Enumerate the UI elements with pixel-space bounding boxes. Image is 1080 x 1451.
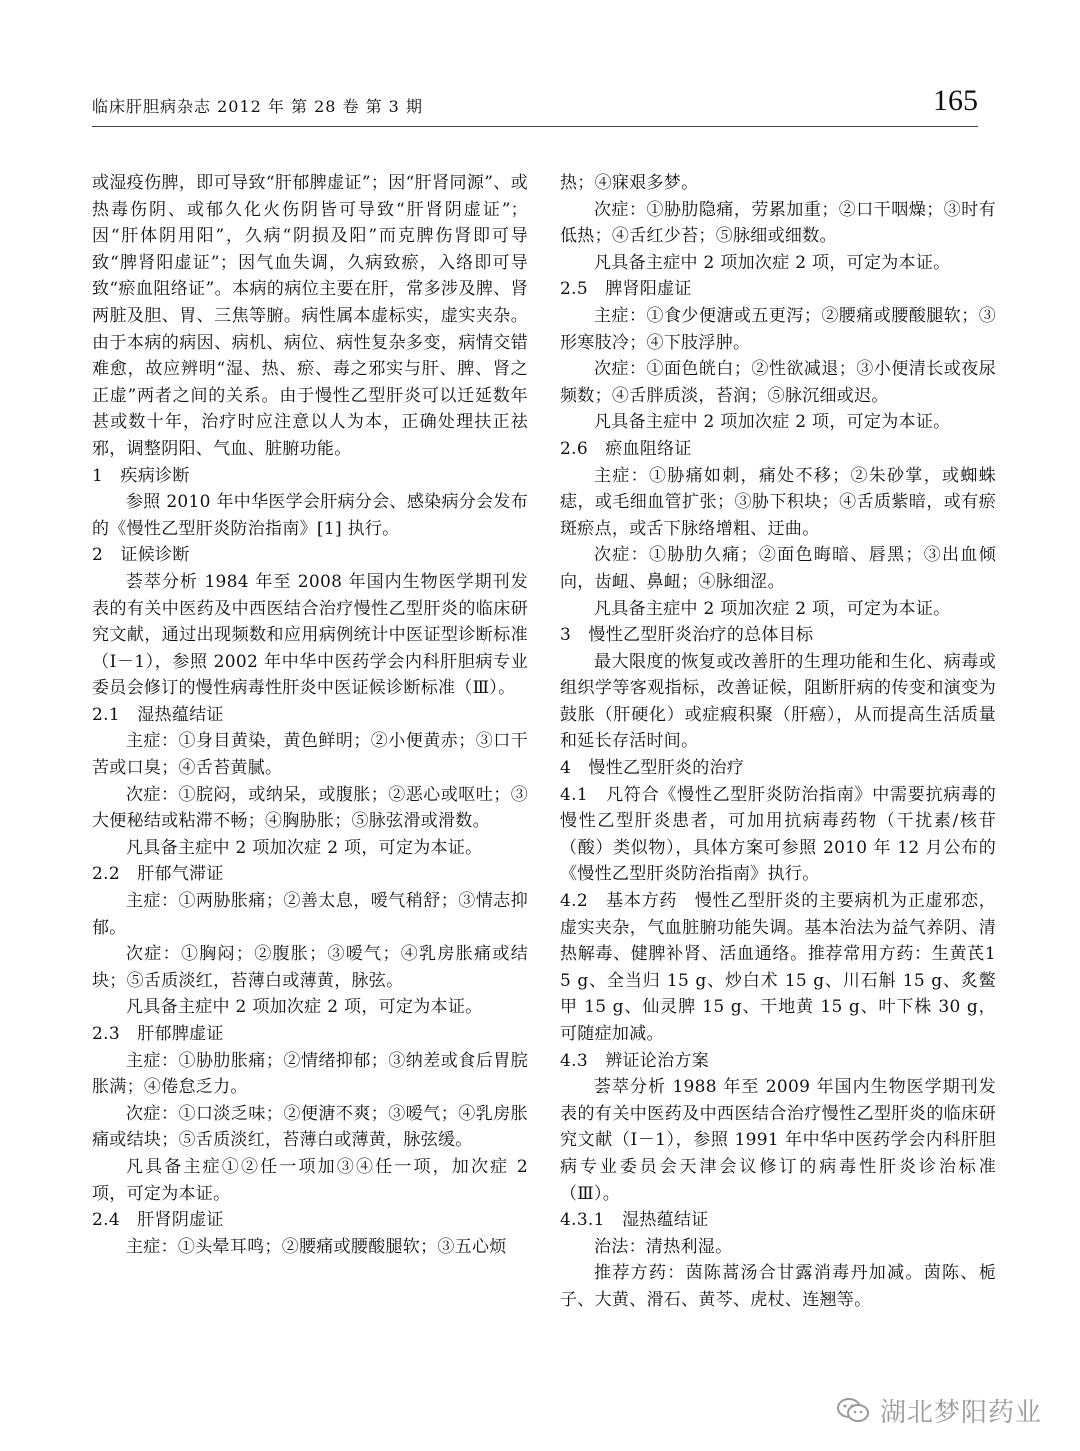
paragraph: 次症：①胸闷；②腹胀；③嗳气；④乳房胀痛或结块；⑤舌质淡红，苔薄白或薄黄，脉弦。	[92, 944, 528, 991]
section-heading: 4 慢性乙型肝炎的治疗	[560, 758, 745, 779]
paragraph: 主症：①胁痛如刺，痛处不移；②朱砂掌，或蜘蛛痣，或毛细血管扩张；③胁下积块；④舌质紫暗，或有瘀斑瘀点，或舌下脉络增粗、迂曲。	[560, 465, 996, 539]
paragraph: 主症：①头晕耳鸣；②腰痛或腰酸腿软；③五心烦	[126, 1236, 507, 1257]
section-heading: 4.3 辨证论治方案	[560, 1050, 710, 1071]
section-heading: 2 证候诊断	[92, 545, 190, 566]
paragraph: 主症：①胁肋胀痛；②情绪抑郁；③纳差或食后胃脘胀满；④倦怠乏力。	[92, 1050, 528, 1098]
paragraph: 4.2 基本方药 慢性乙型肝炎的主要病机为正虚邪恋，虚实夹杂，气血脏腑功能失调。基本治法为益气养阴、清热解毒、健脾补肾、活血通络。推荐常用方药：生黄芪15 g、全当归 15 g、炒白术 15 g、川石斛 15 g、炙鳖甲 15 g、仙灵脾 15 g、干地黄 15 g、叶下株 30 g，可随症加减。	[560, 891, 996, 1044]
paragraph: 主症：①食少便溏或五更泻；②腰痛或腰酸腿软；③形寒肢冷；④下肢浮肿。	[560, 305, 996, 353]
page-number: 165	[933, 84, 978, 117]
paragraph: 次症：①胁肋隐痛，劳累加重；②口干咽燥；③时有低热；④舌红少苔；⑤脉细或细数。	[560, 199, 996, 247]
watermark	[836, 1393, 1042, 1427]
running-header	[92, 84, 978, 130]
paragraph: 凡具备主症①②任一项加③④任一项，加次症 2 项，可定为本证。	[92, 1156, 528, 1204]
journal-title: 临床肝胆病杂志 2012 年 第 28 卷 第 3 期	[92, 97, 423, 116]
paragraph: 4.1 凡符合《慢性乙型肝炎防治指南》中需要抗病毒的慢性乙型肝炎患者，可加用抗病毒药物（干扰素/核苷（酸）类似物），具体方案可参照 2010 年 12 月公布的《慢性乙型肝炎防治指南》执行。	[560, 784, 996, 885]
paragraph: 次症：①面色㿠白；②性欲减退；③小便清长或夜尿频数；④舌胖质淡，苔润；⑤脉沉细或迟。	[560, 359, 996, 406]
paragraph: 次症：①胁肋久痛；②面色晦暗、唇黑；③出血倾向，齿衄、鼻衄；④脉细涩。	[560, 545, 996, 592]
paragraph: 治法：清热利湿。	[594, 1236, 733, 1257]
paragraph: 凡具备主症中 2 项加次症 2 项，可定为本证。	[126, 997, 483, 1018]
paragraph: 最大限度的恢复或改善肝的生理功能和生化、病毒或组织学等客观指标，改善证候，阻断肝病的传变和演变为鼓胀（肝硬化）或症瘕积聚（肝癌），从而提高生活质量和延长存活时间。	[560, 651, 996, 752]
paragraph: 主症：①两胁胀痛；②善太息，嗳气稍舒；③情志抑郁。	[92, 891, 528, 938]
paragraph: 荟萃分析 1984 年至 2008 年国内生物医学期刊发表的有关中医药及中西医结合治疗慢性乙型肝炎的临床研究文献，通过出现频数和应用病例统计中医证型诊断标准（Ⅰ－1），参照 2002 年中华中医药学会内科肝胆病专业委员会修订的慢性病毒性肝炎中医证候诊断标准（Ⅲ）。	[92, 571, 528, 699]
paragraph: 次症：①口淡乏味；②便溏不爽；③嗳气；④乳房胀痛或结块；⑤舌质淡红，苔薄白或薄黄，脉弦缓。	[92, 1103, 528, 1151]
paragraph: 或湿疫伤脾，即可导致“肝郁脾虚证”；因“肝肾同源”、或热毒伤阴、或郁久化火伤阴皆可导致“肝肾阴虚证”；因“肝体阴用阳”，久病“阴损及阳”而克脾伤肾即可导致“脾肾阳虚证”；因气血失调，久病致瘀，入络即可导致“瘀血阻络证”。本病的病位主要在肝，常多涉及脾、肾两脏及胆、胃、三焦等腑。病性属本虚标实，虚实夹杂。由于本病的病因、病机、病位、病性复杂多变，病情交错难愈，故应辨明“湿、热、瘀、毒之邪实与肝、脾、肾之正虚”两者之间的关系。由于慢性乙型肝炎可以迁延数年甚或数十年，治疗时应注意以人为本，正确处理扶正祛邪，调整阴阳、气血、脏腑功能。	[92, 173, 528, 459]
section-heading: 2.1 湿热蕴结证	[92, 704, 224, 725]
section-heading: 3 慢性乙型肝炎治疗的总体目标	[560, 625, 814, 646]
section-heading: 1 疾病诊断	[92, 465, 190, 486]
right-column	[560, 170, 996, 1314]
paragraph: 凡具备主症中 2 项加次症 2 项，可定为本证。	[126, 837, 483, 858]
paragraph: 凡具备主症中 2 项加次症 2 项，可定为本证。	[594, 252, 951, 273]
section-heading: 2.3 肝郁脾虚证	[92, 1024, 224, 1044]
section-heading: 2.6 瘀血阻络证	[560, 438, 692, 459]
paragraph: 凡具备主症中 2 项加次症 2 项，可定为本证。	[594, 598, 951, 619]
paragraph: 凡具备主症中 2 项加次症 2 项，可定为本证。	[594, 412, 951, 433]
left-column	[92, 170, 528, 1260]
paragraph: 主症：①身目黄染，黄色鲜明；②小便黄赤；③口干苦或口臭；④舌苔黄腻。	[92, 731, 528, 779]
section-heading: 2.4 肝肾阴虚证	[92, 1210, 224, 1231]
section-heading: 2.2 肝郁气滞证	[92, 864, 224, 885]
paragraph: 荟萃分析 1988 年至 2009 年国内生物医学期刊发表的有关中医药及中西医结合治疗慢性乙型肝炎的临床研究文献（Ⅰ－1），参照 1991 年中华中医药学会内科肝胆病专业委员会天津会议修订的病毒性肝炎诊治标准（Ⅲ）。	[560, 1077, 996, 1204]
paragraph: 推荐方药：茵陈蒿汤合甘露消毒丹加减。茵陈、栀子、大黄、滑石、黄芩、虎杖、连翘等。	[560, 1263, 996, 1310]
section-heading: 2.5 脾肾阳虚证	[560, 279, 692, 300]
section-heading: 4.3.1 湿热蕴结证	[560, 1210, 709, 1231]
watermark-text: 湖北梦阳药业	[879, 1397, 1042, 1428]
header-rule	[92, 126, 978, 127]
wechat-icon	[836, 1397, 870, 1423]
paragraph: 参照 2010 年中华医学会肝病分会、感染病分会发布的《慢性乙型肝炎防治指南》[1] 执行。	[92, 492, 528, 539]
paragraph: 热；④寐艰多梦。	[560, 173, 699, 193]
paragraph: 次症：①脘闷，或纳呆，或腹胀；②恶心或呕吐；③大便秘结或粘滞不畅；④胸胁胀；⑤脉弦滑或滑数。	[92, 784, 528, 832]
